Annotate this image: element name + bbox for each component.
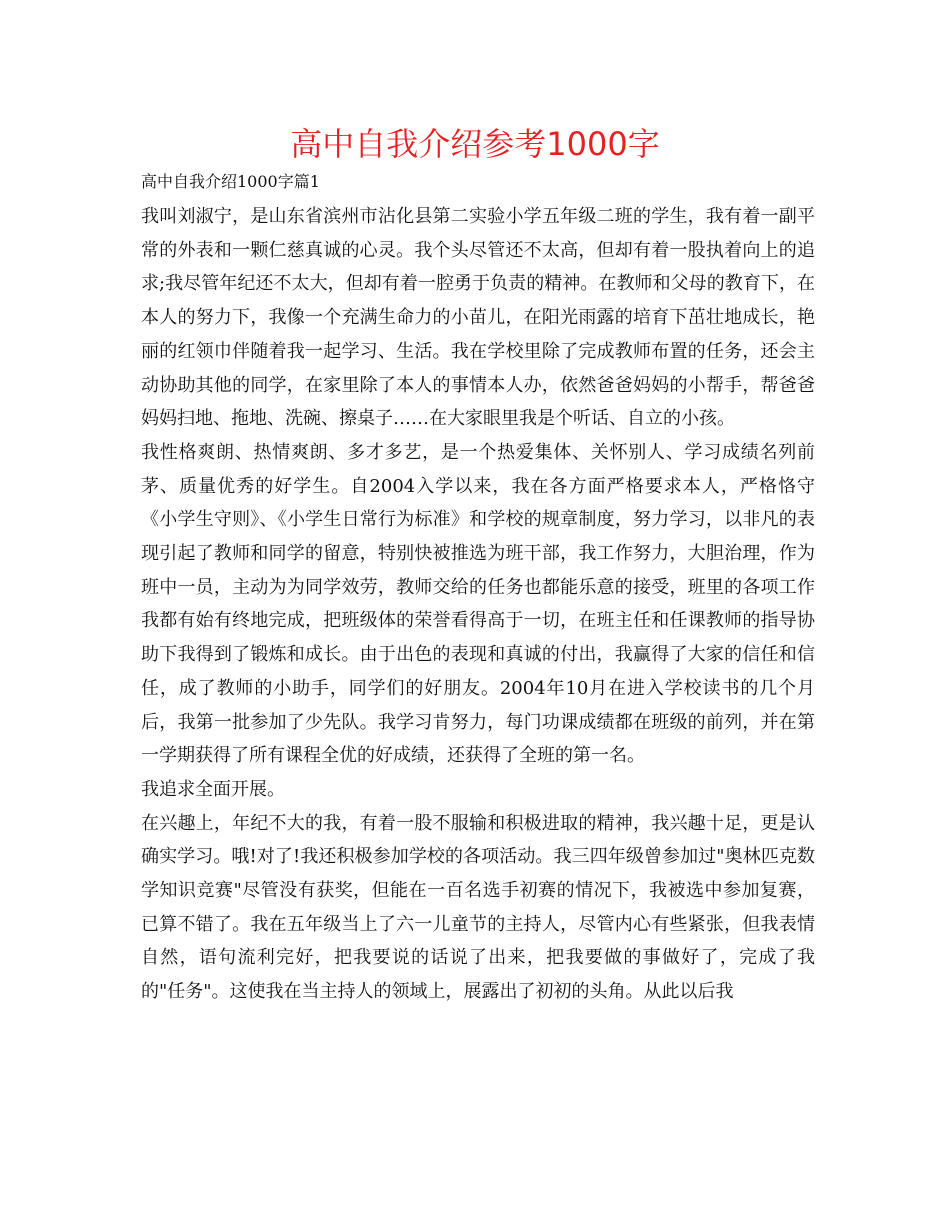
- document-title: 高中自我介绍参考1000字: [290, 125, 660, 163]
- paragraph-4: 在兴趣上，年纪不大的我，有着一股不服输和积极进取的精神，我兴趣十足，更是认确实学习。哦!对了!我还积极参加学校的各项活动。我三四年级曾参加过"奥林匹克数学知识竞赛"尽管没有获奖，但能在一百名选手初赛的情况下，我被选中参加复赛，已算不错了。我在五年级当上了六一儿童节的主持人，尽管内心有些紧张，但我表情自然，语句流利完好，把我要说的话说了出来，把我要做的事做好了，完成了我的"任务"。这使我在当主持人的领域上，展露出了初初的头角。从此以后我: [141, 812, 815, 1003]
- paragraph-2: 我性格爽朗、热情爽朗、多才多艺，是一个热爱集体、关怀别人、学习成绩名列前茅、质量优秀的好学生。自2004入学以来，我在各方面严格要求本人，严格恪守《小学生守则》、《小学生日常行为标准》和学校的规章制度，努力学习，以非凡的表现引起了教师和同学的留意，特别快被推选为班干部，我工作努力，大胆治理，作为班中一员，主动为为同学效劳，教师交给的任务也都能乐意的接受，班里的各项工作我都有始有终地完成，把班级体的荣誉看得高于一切，在班主任和任课教师的指导协助下我得到了锻炼和成长。由于出色的表现和真诚的付出，我赢得了大家的信任和信任，成了教师的小助手，同学们的好朋友。2004年10月在进入学校读书的几个月后，我第一批参加了少先队。我学习肯努力，每门功课成绩都在班级的前列，并在第一学期获得了所有课程全优的好成绩，还获得了全班的第一名。: [141, 441, 815, 767]
- paragraph-1: 我叫刘淑宁，是山东省滨州市沾化县第二实验小学五年级二班的学生，我有着一副平常的外表和一颗仁慈真诚的心灵。我个头尽管还不太高，但却有着一股执着向上的追求;我尽管年纪还不太大，但却有着一腔勇于负责的精神。在教师和父母的教育下，在本人的努力下，我像一个充满生命力的小苗儿，在阳光雨露的培育下茁壮地成长，艳丽的红领巾伴随着我一起学习、生活。我在学校里除了完成教师布置的任务，还会主动协助其他的同学，在家里除了本人的事情本人办，依然爸爸妈妈的小帮手，帮爸爸妈妈扫地、拖地、洗碗、擦桌子……在大家眼里我是个听话、自立的小孩。: [141, 206, 815, 430]
- section-heading: 高中自我介绍1000字篇1: [141, 172, 320, 191]
- document-body: [141, 168, 815, 1009]
- paragraph-3: 我追求全面开展。: [141, 778, 285, 800]
